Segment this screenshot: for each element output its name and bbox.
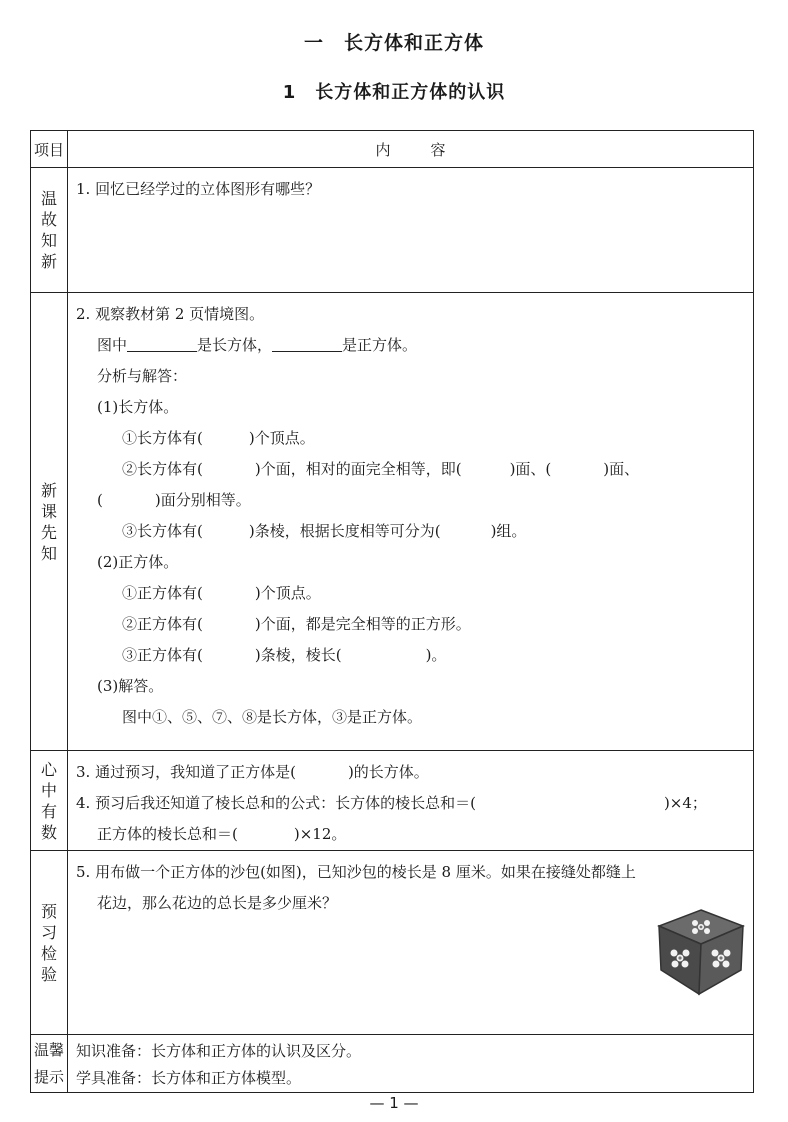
page-number: — 1 — [369, 1094, 419, 1112]
text: )条棱，根据长度相等可分为( [248, 522, 441, 540]
section-label-review [31, 168, 68, 293]
tip-tools: 学具准备：长方体和正方体模型。 [76, 1069, 302, 1087]
text: 4. 预习后我还知道了棱长总和的公式：长方体的棱长总和＝( [76, 794, 476, 812]
section-summary [31, 751, 754, 851]
sandbag-cube-image [655, 908, 747, 996]
header-content: 内容 [68, 131, 754, 168]
text: ②正方体有( [122, 615, 203, 633]
question-4-cont [76, 819, 745, 850]
text: ①长方体有( [122, 429, 203, 447]
text: )的长方体。 [347, 763, 429, 781]
text: ( [97, 491, 103, 509]
text: )面、( [509, 460, 552, 478]
section-label-check [31, 851, 68, 1035]
header-item: 项目 [31, 131, 68, 168]
text: 3. 通过预习，我知道了正方体是( [76, 763, 296, 781]
question-5-line-2: 花边，那么花边的总长是多少厘米？ [97, 894, 338, 912]
text: 是长方体， [197, 336, 273, 354]
section-label-text: 心中有数 [40, 759, 57, 842]
text: )组。 [490, 522, 527, 540]
unit-title: 一 长方体和正方体 [303, 32, 484, 54]
worksheet-table [30, 130, 754, 1093]
section-tips [31, 1035, 754, 1093]
section-label-text: 新课先知 [40, 480, 57, 563]
part-1-heading: (1)长方体。 [97, 398, 179, 416]
question-3 [76, 757, 745, 788]
section-content-review [68, 168, 754, 293]
text: ①正方体有( [122, 584, 203, 602]
part-2-heading: (2)正方体。 [97, 553, 179, 571]
section-label-text: 预习检验 [40, 901, 57, 984]
text: 图中 [97, 336, 128, 354]
lesson-title: 1 长方体和正方体的认识 [282, 82, 506, 103]
part-2-item-2 [76, 609, 745, 640]
part-1-item-1 [76, 423, 745, 454]
text: ③长方体有( [122, 522, 203, 540]
question-1: 1. 回忆已经学过的立体图形有哪些？ [76, 180, 321, 198]
question-4 [76, 788, 745, 819]
part-3-heading: (3)解答。 [97, 677, 164, 695]
question-2-fill-line [76, 330, 745, 361]
text: ③正方体有( [122, 646, 203, 664]
text: )×12。 [293, 825, 347, 843]
part-1-item-2-cont [76, 485, 745, 516]
text: 是正方体。 [342, 336, 418, 354]
section-content-check [68, 851, 754, 1035]
text: )。 [425, 646, 447, 664]
part-2-item-1 [76, 578, 745, 609]
part-1-item-2 [76, 454, 745, 485]
section-label-text: 温馨提示 [33, 1040, 64, 1086]
section-label-summary [31, 751, 68, 851]
question-2-title: 2. 观察教材第 2 页情境图。 [76, 305, 265, 323]
text: 正方体的棱长总和＝( [97, 825, 238, 843]
table-header-row [31, 131, 754, 168]
analysis-label: 分析与解答： [97, 367, 188, 385]
text: ②长方体有( [122, 460, 203, 478]
part-1-item-3 [76, 516, 745, 547]
text: )个面，相对的面完全相等，即( [254, 460, 462, 478]
text: )面分别相等。 [154, 491, 251, 509]
text: )个面，都是完全相等的正方形。 [254, 615, 471, 633]
text: )×4； [663, 794, 707, 812]
section-check [31, 851, 754, 1035]
answer-blank[interactable] [127, 335, 197, 352]
section-content-tips [68, 1035, 754, 1093]
answer-blank[interactable] [272, 335, 342, 352]
part-2-item-3 [76, 640, 745, 671]
section-label-tips [31, 1035, 68, 1093]
section-preview [31, 293, 754, 751]
section-content-summary [68, 751, 754, 851]
tip-knowledge: 知识准备：长方体和正方体的认识及区分。 [76, 1042, 362, 1060]
text: )个顶点。 [254, 584, 321, 602]
section-label-preview [31, 293, 68, 751]
section-label-text: 温故知新 [40, 189, 57, 271]
section-content-preview [68, 293, 754, 751]
text: )条棱，棱长( [254, 646, 342, 664]
part-3-answer: 图中①、⑤、⑦、⑧是长方体，③是正方体。 [122, 708, 423, 726]
text: )个顶点。 [248, 429, 315, 447]
question-5-line-1: 5. 用布做一个正方体的沙包(如图)，已知沙包的棱长是 8 厘米。如果在接缝处都缝上 [76, 863, 636, 881]
section-review [31, 168, 754, 293]
text: )面、 [603, 460, 640, 478]
